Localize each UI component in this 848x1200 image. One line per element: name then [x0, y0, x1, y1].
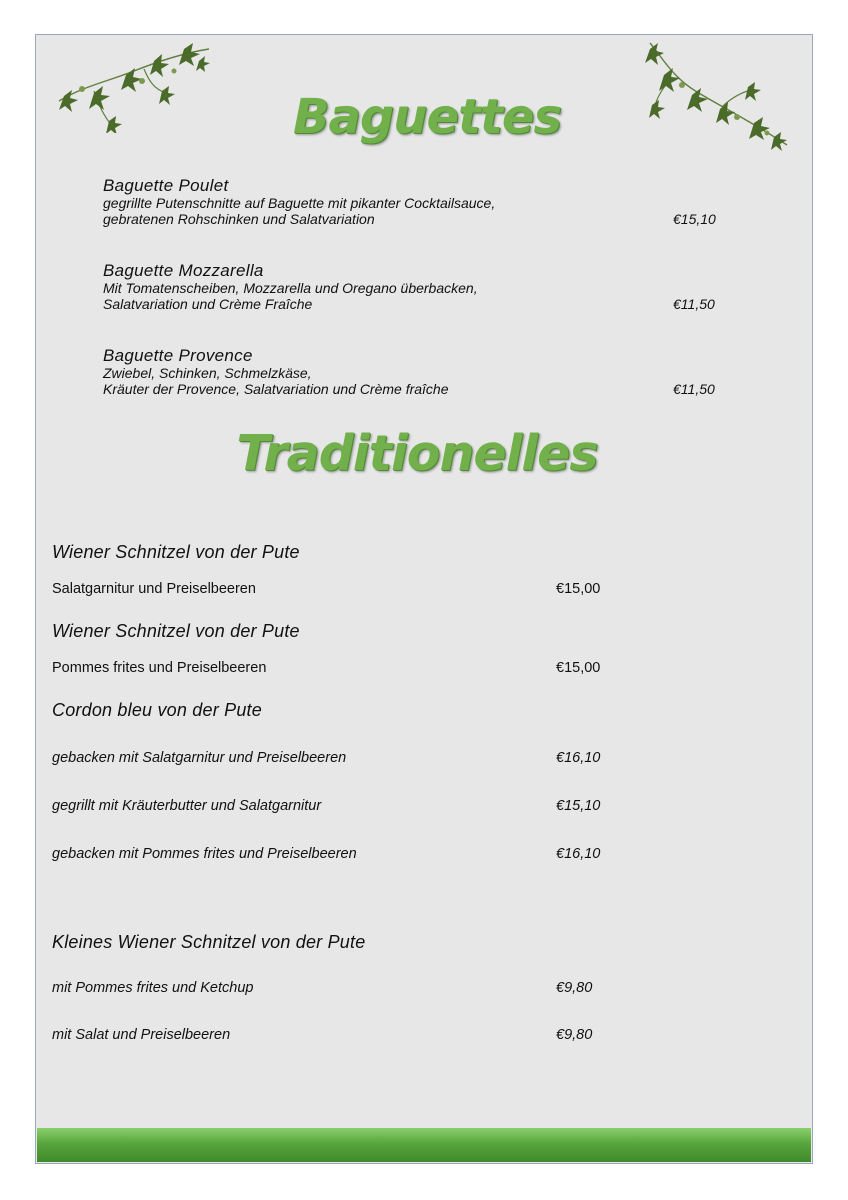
item-description: gebratenen Rohschinken und Salatvariation: [103, 211, 375, 227]
item-price: €11,50: [673, 296, 715, 312]
footer-green-bar: [37, 1128, 811, 1162]
dish-price: €9,80: [556, 980, 593, 996]
menu-item-baguette-poulet: [103, 176, 716, 227]
item-description: Mit Tomatenscheiben, Mozzarella und Oregano überbacken,: [103, 280, 478, 296]
menu-item-baguette-mozzarella: [103, 261, 715, 312]
dish-line: mit Pommes frites und Ketchup: [52, 980, 254, 996]
menu-item-baguette-provence: [103, 346, 715, 397]
item-price: €11,50: [673, 381, 715, 397]
dish-price: €16,10: [556, 846, 601, 862]
dish-line: mit Salat und Preiselbeeren: [52, 1027, 231, 1043]
dish-line: Pommes frites und Preiselbeeren: [52, 660, 267, 676]
item-description: Salatvariation und Crème Fraîche: [103, 296, 313, 312]
item-description: gegrillte Putenschnitte auf Baguette mit pikanter Cocktailsauce,: [103, 195, 496, 211]
item-description: Kräuter der Provence, Salatvariation und Crème fraîche: [103, 381, 449, 397]
item-name: Baguette Mozzarella: [103, 261, 264, 280]
dish-price: €15,00: [556, 660, 601, 676]
dish-heading: Wiener Schnitzel von der Pute: [52, 542, 300, 562]
dish-line: gegrillt mit Kräuterbutter und Salatgarnitur: [52, 798, 322, 814]
dish-line: gebacken mit Salatgarnitur und Preiselbeeren: [52, 750, 347, 766]
section-title-baguettes: Baguettes: [292, 89, 562, 145]
dish-heading: Kleines Wiener Schnitzel von der Pute: [52, 932, 366, 952]
dish-price: €9,80: [556, 1027, 593, 1043]
dish-price: €15,10: [556, 798, 601, 814]
dish-price: €15,00: [556, 581, 601, 597]
item-name: Baguette Poulet: [103, 176, 229, 195]
item-description: Zwiebel, Schinken, Schmelzkäse,: [103, 365, 312, 381]
dish-line: gebacken mit Pommes frites und Preiselbeeren: [52, 846, 357, 862]
dish-price: €16,10: [556, 750, 601, 766]
item-price: €15,10: [673, 211, 716, 227]
dish-line: Salatgarnitur und Preiselbeeren: [52, 581, 256, 597]
section-title-traditionelles: Traditionelles: [236, 425, 598, 482]
dish-heading: Cordon bleu von der Pute: [52, 700, 262, 720]
item-name: Baguette Provence: [103, 346, 253, 365]
dish-heading: Wiener Schnitzel von der Pute: [52, 621, 300, 641]
menu-page: [35, 34, 813, 1164]
